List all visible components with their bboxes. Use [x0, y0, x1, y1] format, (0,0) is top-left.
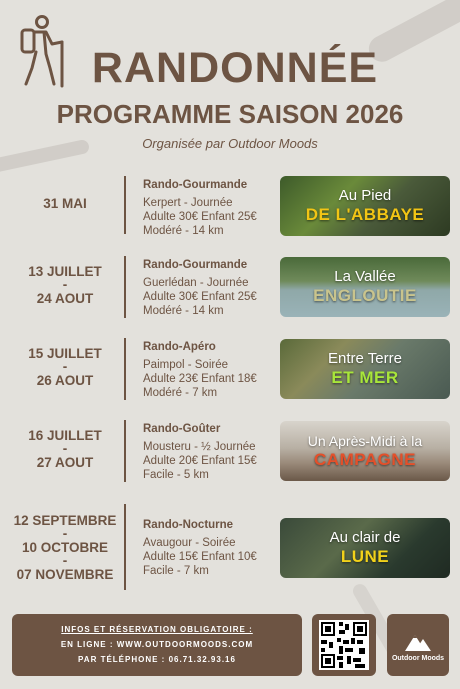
outdoor-moods-logo — [387, 614, 449, 676]
reservation-phone[interactable]: PAR TÉLÉPHONE : 06.71.32.93.16 — [78, 655, 236, 664]
event-info: Rando-Gourmande Guerlédan - Journée Adulte 30€ Enfant 25€ Modéré - 14 km — [143, 258, 278, 318]
page-title: RANDONNÉE — [91, 44, 379, 92]
event-info: Rando-Apéro Paimpol - Soirée Adulte 23€ Enfant 18€ Modéré - 7 km — [143, 340, 278, 400]
divider — [124, 504, 126, 590]
event-type: Rando-Gourmande — [143, 179, 248, 191]
event-image: Au clair de LUNE — [280, 518, 450, 578]
event-type: Rando-Apéro — [143, 341, 216, 353]
event-dates: 12 SEPTEMBRE - 10 OCTOBRE - 07 NOVEMBRE — [13, 513, 117, 582]
event-image: Entre Terre ET MER — [280, 339, 450, 399]
divider — [124, 338, 126, 400]
event-info: Rando-Gourmande Kerpert - Journée Adulte 30€ Enfant 25€ Modéré - 14 km — [143, 178, 278, 238]
event-dates: 16 JUILLET - 27 AOUT — [28, 428, 102, 470]
event-dates: 13 JUILLET - 24 AOUT — [28, 264, 102, 306]
event-image: Un Après-Midi à la CAMPAGNE — [280, 421, 450, 481]
event-image: La Vallée ENGLOUTIE — [280, 257, 450, 317]
reservation-info-box — [12, 614, 302, 676]
event-type: Rando-Gourmande — [143, 259, 248, 271]
divider — [124, 256, 126, 318]
event-type: Rando-Goûter — [143, 423, 221, 435]
hiker-icon — [18, 14, 70, 88]
reservation-online[interactable]: EN LIGNE : WWW.OUTDOORMOODS.COM — [60, 640, 254, 649]
organizer-line: Organisée par Outdoor Moods — [142, 136, 318, 151]
event-type: Rando-Nocturne — [143, 519, 234, 531]
event-info: Rando-Goûter Mousteru - ½ Journée Adulte 20€ Enfant 15€ Facile - 5 km — [143, 422, 278, 482]
event-dates: 31 MAI — [43, 196, 87, 211]
qr-code-icon — [319, 620, 369, 670]
divider — [124, 176, 126, 234]
event-dates: 15 JUILLET - 26 AOUT — [28, 346, 102, 388]
logo-text: Outdoor Moods — [391, 654, 445, 662]
event-image: Au Pied DE L'ABBAYE — [280, 176, 450, 236]
page-subtitle: PROGRAMME SAISON 2026 — [56, 99, 404, 129]
divider — [124, 420, 126, 482]
qr-code[interactable] — [312, 614, 376, 676]
reservation-heading: INFOS ET RÉSERVATION OBLIGATOIRE : — [61, 625, 253, 634]
event-info: Rando-Nocturne Avaugour - Soirée Adulte 15€ Enfant 10€ Facile - 7 km — [143, 518, 278, 578]
mountain-logo-icon — [401, 629, 435, 653]
